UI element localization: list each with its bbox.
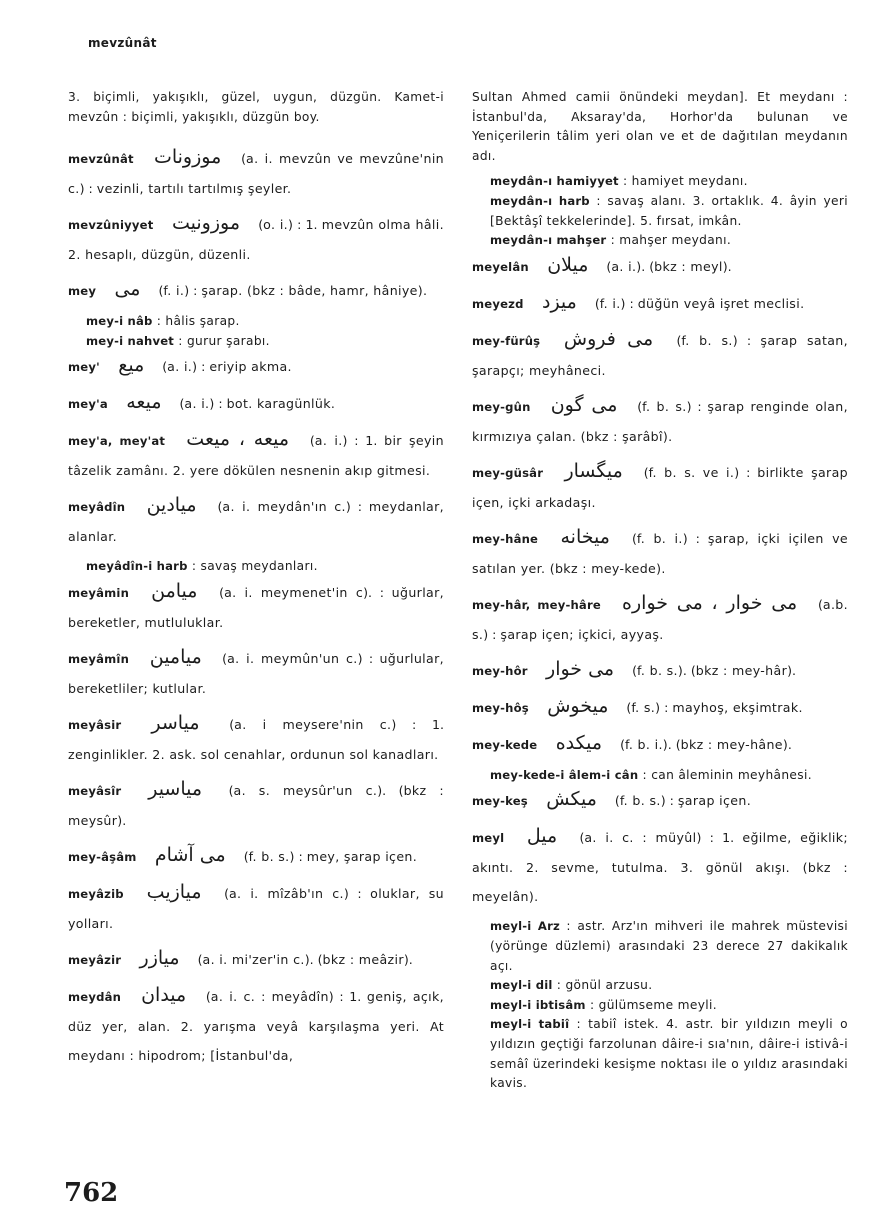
sub-entry xyxy=(472,231,848,251)
dictionary-entry xyxy=(68,709,444,769)
dictionary-entry xyxy=(472,785,848,816)
definition-text: (a. i. c. : meyâdîn) : 1. geniş, açık, düz yer, alan. 2. yarışma veyâ karşılaşma yeri. At meydanı : hipodrom; [İstanbul'da, xyxy=(68,988,445,1063)
arabic-script: ميادين xyxy=(146,494,197,517)
headword: meyl-i tabiî xyxy=(490,1017,570,1032)
dictionary-entry xyxy=(472,822,848,911)
definition-text: (a. i. mîzâb'ın c.) : oluklar, su yolları. xyxy=(68,885,444,931)
definition-text: 3. biçimli, yakışıklı, güzel, uygun, düzgün. Kamet-i mevzûn : biçimli, yakışıklı, düzgün boy. xyxy=(68,90,444,124)
sub-entry xyxy=(68,312,444,332)
definition-text: (a.b. s.) : şarap içen; içkici, ayyaş. xyxy=(472,596,848,642)
dictionary-entry xyxy=(68,388,444,419)
dictionary-entry xyxy=(472,288,848,319)
arabic-script: ميع xyxy=(118,354,145,377)
definition-text: (a. i. meydân'ın c.) : meydanlar, alanlar. xyxy=(68,499,444,545)
definition-text: (f. b. s.). (bkz : mey-hâr). xyxy=(632,662,797,678)
headword: mey'a, mey'at xyxy=(68,434,166,449)
dictionary-entry xyxy=(68,143,444,203)
headword: mey-gûn xyxy=(472,399,531,414)
definition-text: : gülümseme meyli. xyxy=(589,997,717,1012)
sub-entry xyxy=(472,172,848,192)
headword: meyezd xyxy=(472,296,524,311)
headword: mey-kede xyxy=(472,737,538,752)
arabic-script: ميامن xyxy=(151,579,198,602)
headword: meyâzib xyxy=(68,886,124,901)
definition-text: (o. i.) : 1. mevzûn olma hâli. 2. hesaplı, düzgün, düzenli. xyxy=(68,217,444,263)
arabic-script: ميدان xyxy=(141,983,187,1006)
headword: mey-kede-i âlem-i cân xyxy=(490,767,639,782)
dictionary-entry xyxy=(472,391,848,451)
definition-text: : astr. Arz'ın mihveri ile mahrek müstevisi (yörünge düzlemi) arasındaki 23 derece 27 dakikalık açı. xyxy=(490,919,848,973)
sub-entry xyxy=(472,996,848,1016)
dictionary-entry xyxy=(472,88,848,166)
arabic-script: ميعه xyxy=(126,391,162,414)
definition-text: (a. s. meysûr'un c.). (bkz : meysûr). xyxy=(68,782,444,828)
headword: meydân-ı hamiyyet xyxy=(490,174,619,189)
headword: meydân-ı mahşer xyxy=(490,233,607,248)
definition-text: : gönül arzusu. xyxy=(556,978,653,993)
arabic-script: مى خوار xyxy=(546,657,615,680)
arabic-script: ميلان xyxy=(547,253,589,276)
arabic-script: ميگسار xyxy=(564,459,623,482)
headword: meydân-ı harb xyxy=(490,193,590,208)
definition-text: : tabiî istek. 4. astr. bir yıldızın meyli o yıldızın geçtiği farzolunan dâire-i sıa'nın, dâire-i istivâ-i semâî üzerindeki kesişme noktası ile o yıldız arasındaki kavis. xyxy=(490,1017,848,1091)
headword: mey-âşâm xyxy=(68,849,137,864)
headword: mey-keş xyxy=(472,794,528,809)
headword: meyâdîn-i harb xyxy=(86,559,188,574)
dictionary-entry xyxy=(472,655,848,686)
sub-entry xyxy=(68,332,444,352)
dictionary-entry xyxy=(472,729,848,760)
headword: mey-hâne xyxy=(472,531,539,546)
sub-entry xyxy=(472,976,848,996)
headword: meyelân xyxy=(472,259,529,274)
headword: meydân xyxy=(68,989,122,1004)
arabic-script: ميازيب xyxy=(146,880,202,903)
arabic-script: مى خوار ، مى خواره xyxy=(622,591,798,614)
definition-text: (f. b. s. ve i.) : birlikte şarap içen, içki arkadaşı. xyxy=(472,464,848,510)
sub-entry xyxy=(472,1015,848,1093)
sub-entry xyxy=(68,557,444,577)
arabic-script: مى آشام xyxy=(154,843,226,866)
headword: mey'a xyxy=(68,397,108,412)
arabic-script: ميخانه xyxy=(560,525,610,548)
headword: meyâmin xyxy=(68,585,130,600)
definition-text: (a. i.) : eriyip akma. xyxy=(162,359,292,375)
headword: meyl-i dil xyxy=(490,978,553,993)
headword: meyâsîr xyxy=(68,783,122,798)
dictionary-entry xyxy=(68,643,444,703)
definition-text: (f. b. i.). (bkz : mey-hâne). xyxy=(620,736,792,752)
definition-text: (a. i.). (bkz : meyl). xyxy=(606,258,732,274)
arabic-script: مياسير xyxy=(148,777,203,800)
sub-entry xyxy=(472,917,848,976)
definition-text: (f. b. i.) : şarap, içki içilen ve satılan yer. (bkz : mey-kede). xyxy=(472,530,849,576)
dictionary-entry xyxy=(68,491,444,551)
arabic-script: ميل xyxy=(526,825,558,848)
dictionary-entry xyxy=(68,841,444,872)
definition-text: : can âleminin meyhânesi. xyxy=(642,767,812,782)
headword: meyâsir xyxy=(68,717,122,732)
arabic-script: ميكده xyxy=(555,731,603,754)
running-head: mevzûnât xyxy=(88,36,157,50)
page-number: 762 xyxy=(64,1178,119,1208)
dictionary-entry xyxy=(68,944,444,975)
dictionary-entry xyxy=(68,275,444,306)
headword: mey-i nahvet xyxy=(86,333,175,348)
arabic-script: ميعه ، ميعت xyxy=(186,428,290,451)
definition-text: (f. i.) : şarap. (bkz : bâde, hamr, hâniye). xyxy=(158,283,428,299)
dictionary-entry xyxy=(68,878,444,938)
dictionary-entry xyxy=(68,981,444,1070)
definition-text: : hâlis şarap. xyxy=(156,314,240,329)
headword: meyl-i Arz xyxy=(490,919,560,934)
definition-text: (a. i. mi'zer'in c.). (bkz : meâzir). xyxy=(197,951,413,967)
headword: mey-i nâb xyxy=(86,314,153,329)
spacer xyxy=(68,1070,444,1076)
headword: mey-hôş xyxy=(472,700,529,715)
arabic-script: ميخوش xyxy=(547,694,609,717)
dictionary-entry xyxy=(68,425,444,485)
arabic-script: ميزد xyxy=(541,290,577,313)
arabic-script: موزونيت xyxy=(171,212,241,235)
headword: mevzûnât xyxy=(68,152,134,167)
headword: mevzûniyyet xyxy=(68,218,154,233)
definition-text: Sultan Ahmed camii önündeki meydan]. Et meydanı : İstanbul'da, Aksaray'da, Horhor'da bulunan ve Yeniçerilerin tâlim yeri olan ve et de dağıtılan meydanın adı. xyxy=(472,90,848,163)
definition-text: (f. i.) : düğün veyâ işret meclisi. xyxy=(594,295,805,311)
headword: meyl xyxy=(472,831,505,846)
arabic-script: ميكش xyxy=(546,788,597,811)
headword: meyâzir xyxy=(68,952,122,967)
definition-text: (f. b. s.) : şarap içen. xyxy=(614,793,752,809)
sub-entry xyxy=(472,192,848,231)
definition-text: : hamiyet meydanı. xyxy=(623,174,748,189)
definition-text: (a. i. c. : müyûl) : 1. eğilme, eğiklik; akıntı. 2. sevme, tutulma. 3. gönül akışı. (bkz : meyelân). xyxy=(472,830,849,905)
dictionary-entry xyxy=(68,775,444,835)
arabic-script: مى xyxy=(114,278,141,301)
left-column xyxy=(68,88,444,1076)
arabic-script: مى گون xyxy=(550,393,618,416)
dictionary-entry xyxy=(472,251,848,282)
definition-text: (a. i. meymûn'un c.) : uğurlular, bereketliler; kutlular. xyxy=(68,650,444,696)
sub-entry xyxy=(472,766,848,786)
dictionary-entry xyxy=(472,457,848,517)
dictionary-entry xyxy=(472,325,848,385)
arabic-script: مياسر xyxy=(151,711,200,734)
dictionary-entry xyxy=(472,692,848,723)
dictionary-entry xyxy=(68,577,444,637)
arabic-script: مى فروش xyxy=(563,327,654,350)
headword: mey xyxy=(68,284,97,299)
headword: mey-hâr, mey-hâre xyxy=(472,597,601,612)
headword: mey-güsâr xyxy=(472,465,544,480)
definition-text: : gurur şarabı. xyxy=(178,333,270,348)
arabic-script: ميازر xyxy=(139,946,180,969)
definition-text: (a. i. meymenet'in c). : uğurlar, bereketler, mutluluklar. xyxy=(68,584,444,630)
definition-text: : savaş alanı. 3. ortaklık. 4. âyin yeri [Bektâşî tekkelerinde]. 5. fırsat, imkân. xyxy=(490,193,848,228)
definition-text: : mahşer meydanı. xyxy=(610,233,732,248)
spacer xyxy=(68,133,444,143)
definition-text: (a. i meysere'nin c.) : 1. zenginlikler. 2. ask. sol cenahlar, ordunun sol kanadları. xyxy=(68,716,444,762)
headword: mey-hôr xyxy=(472,663,528,678)
headword: mey' xyxy=(68,360,100,375)
dictionary-entry xyxy=(68,88,444,127)
definition-text: (f. b. s.) : şarap satan, şarapçı; meyhâneci. xyxy=(472,332,848,378)
definition-text: (a. i.) : bot. karagünlük. xyxy=(179,396,336,412)
arabic-script: موزونات xyxy=(153,146,222,169)
dictionary-entry xyxy=(472,589,848,649)
definition-text: (f. b. s.) : şarap renginde olan, kırmızıya çalan. (bkz : şarâbî). xyxy=(472,398,848,444)
arabic-script: ميامين xyxy=(149,645,202,668)
headword: mey-fürûş xyxy=(472,333,541,348)
headword: meyâdîn xyxy=(68,500,126,515)
definition-text: (a. i.) : 1. bir şeyin tâzelik zamânı. 2. yere dökülen nesnenin akıp gitmesi. xyxy=(68,433,444,479)
definition-text: (f. b. s.) : mey, şarap içen. xyxy=(243,848,418,864)
right-column xyxy=(472,88,848,1094)
definition-text: (a. i. mevzûn ve mevzûne'nin c.) : vezinli, tartılı tartılmış şeyler. xyxy=(68,151,444,197)
headword: meyl-i ibtisâm xyxy=(490,997,586,1012)
dictionary-entry xyxy=(68,351,444,382)
headword: meyâmîn xyxy=(68,651,130,666)
dictionary-entry xyxy=(68,209,444,269)
definition-text: (f. s.) : mayhoş, ekşimtrak. xyxy=(626,699,803,715)
definition-text: : savaş meydanları. xyxy=(191,559,318,574)
dictionary-entry xyxy=(472,523,848,583)
